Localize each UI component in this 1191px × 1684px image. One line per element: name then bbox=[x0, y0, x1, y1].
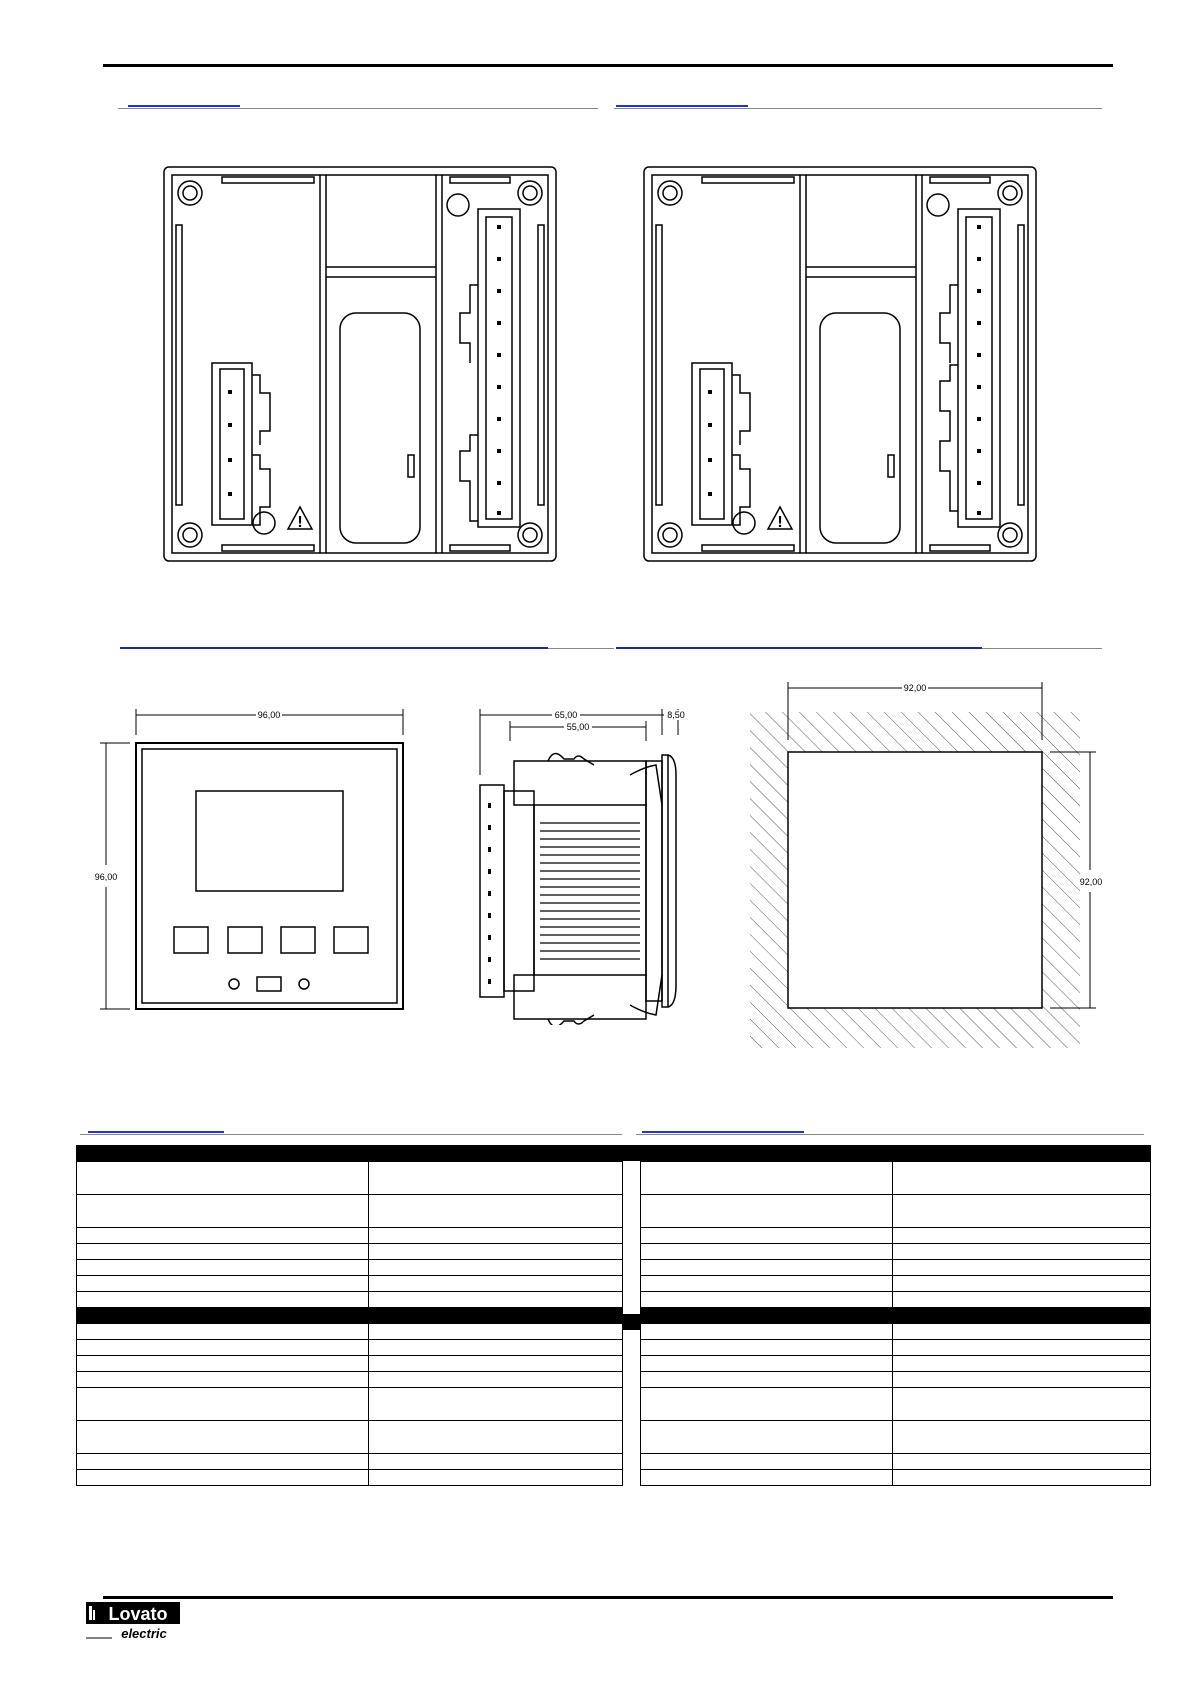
table-row bbox=[77, 1470, 623, 1486]
table-header bbox=[77, 1308, 623, 1324]
dimension-rule-right bbox=[616, 647, 982, 649]
terminal-view-left bbox=[160, 165, 560, 565]
svg-text:electric: electric bbox=[121, 1626, 167, 1641]
table-row bbox=[77, 1195, 623, 1228]
terminal-view-right bbox=[640, 165, 1040, 565]
table-divider bbox=[622, 1314, 640, 1330]
side-depth-body-label: 55,00 bbox=[566, 722, 590, 732]
section-link-right[interactable] bbox=[616, 105, 748, 107]
table-row bbox=[77, 1292, 623, 1308]
table-row bbox=[641, 1162, 1151, 1195]
side-view-drawing bbox=[470, 705, 720, 1025]
front-view-drawing bbox=[90, 705, 420, 1025]
table-divider bbox=[622, 1145, 640, 1161]
table-row bbox=[77, 1340, 623, 1356]
warning-triangle-icon bbox=[288, 507, 312, 531]
dimension-rule-end bbox=[982, 648, 1102, 649]
table-row bbox=[77, 1260, 623, 1276]
specs-rule-left bbox=[80, 1134, 622, 1135]
front-height-label: 96,00 bbox=[94, 872, 118, 882]
table-row bbox=[641, 1260, 1151, 1276]
table-row bbox=[641, 1195, 1151, 1228]
side-depth-total-label: 65,00 bbox=[554, 710, 578, 720]
table-row bbox=[641, 1421, 1151, 1454]
header-rule bbox=[103, 64, 1113, 67]
svg-text:Lovato: Lovato bbox=[108, 1604, 168, 1624]
svg-text:!: ! bbox=[297, 514, 303, 531]
specs-rule-right bbox=[636, 1134, 1144, 1135]
specs-table-left bbox=[76, 1145, 623, 1486]
table-row bbox=[77, 1421, 623, 1454]
table-row bbox=[77, 1454, 623, 1470]
side-panel-label: 8,50 bbox=[667, 710, 685, 720]
dimension-rule-mid bbox=[548, 648, 614, 649]
table-row bbox=[641, 1454, 1151, 1470]
table-row bbox=[77, 1228, 623, 1244]
footer-rule bbox=[103, 1596, 1113, 1599]
cutout-width-label: 92,00 bbox=[903, 683, 927, 693]
section-rule-left bbox=[118, 108, 598, 109]
table-header bbox=[77, 1146, 623, 1162]
svg-text:!: ! bbox=[777, 514, 783, 531]
lovato-logo bbox=[86, 1600, 180, 1642]
cutout-height-label: 92,00 bbox=[1079, 877, 1103, 887]
table-row bbox=[641, 1276, 1151, 1292]
table-row bbox=[641, 1244, 1151, 1260]
table-row bbox=[641, 1372, 1151, 1388]
table-header bbox=[641, 1308, 1151, 1324]
table-row bbox=[77, 1244, 623, 1260]
table-row bbox=[641, 1388, 1151, 1421]
table-row bbox=[641, 1292, 1151, 1308]
table-row bbox=[641, 1340, 1151, 1356]
section-link-left[interactable] bbox=[128, 105, 240, 107]
table-row bbox=[77, 1388, 623, 1421]
table-row bbox=[641, 1470, 1151, 1486]
table-row bbox=[77, 1276, 623, 1292]
table-row bbox=[641, 1324, 1151, 1340]
table-header bbox=[641, 1146, 1151, 1162]
table-row bbox=[641, 1356, 1151, 1372]
table-row bbox=[77, 1162, 623, 1195]
table-row bbox=[77, 1372, 623, 1388]
dimension-rule-left bbox=[120, 647, 548, 649]
table-row bbox=[77, 1356, 623, 1372]
table-row bbox=[77, 1324, 623, 1340]
warning-triangle-icon bbox=[768, 507, 792, 531]
panel-cutout-drawing bbox=[750, 680, 1150, 1050]
specs-link-right[interactable] bbox=[642, 1131, 804, 1133]
specs-table-right bbox=[640, 1145, 1151, 1486]
section-rule-right bbox=[614, 108, 1102, 109]
table-row bbox=[641, 1228, 1151, 1244]
specs-link-left[interactable] bbox=[88, 1131, 224, 1133]
front-width-label: 96,00 bbox=[257, 710, 281, 720]
